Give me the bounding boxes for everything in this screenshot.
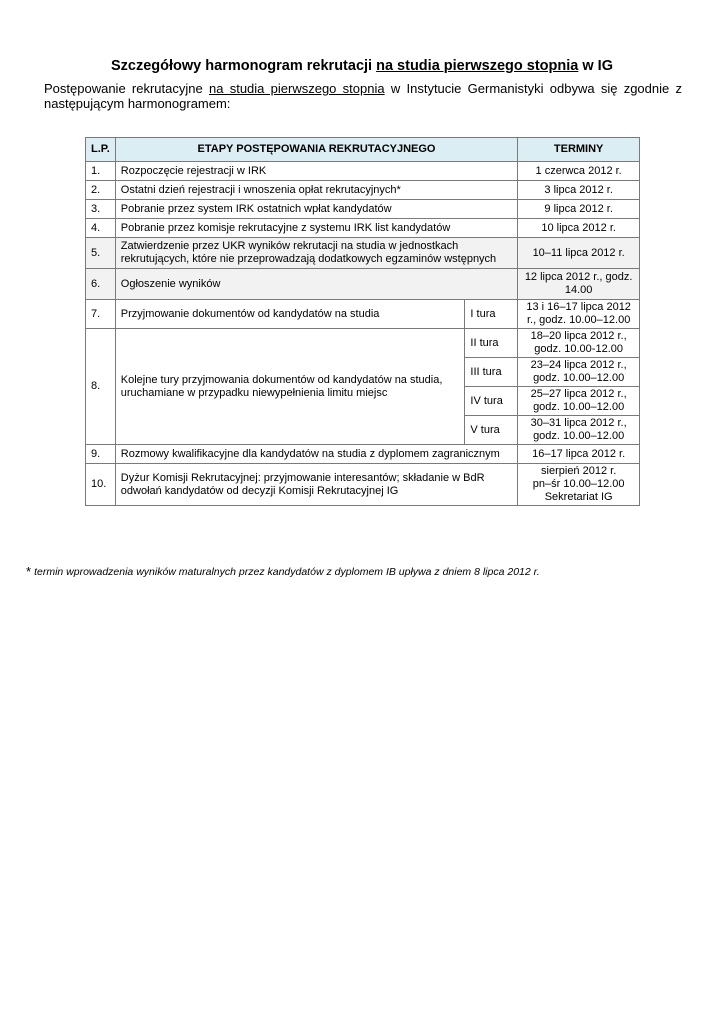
row-lp: 10.	[86, 464, 116, 506]
table-row	[86, 219, 640, 238]
row-stage: Rozmowy kwalifikacyjne dla kandydatów na studia z dyplomem zagranicznym	[115, 445, 518, 464]
row-stage: Rozpoczęcie rejestracji w IRK	[115, 162, 518, 181]
term-line: Sekretariat IG	[544, 491, 613, 503]
row-stage: Ogłoszenie wyników	[115, 269, 518, 300]
row-round: V tura	[465, 416, 518, 445]
footnote	[26, 564, 716, 579]
row-lp: 2.	[86, 181, 116, 200]
row-stage: Pobranie przez komisje rekrutacyjne z systemu IRK list kandydatów	[115, 219, 518, 238]
row-stage: Pobranie przez system IRK ostatnich wpłat kandydatów	[115, 200, 518, 219]
table-row	[86, 181, 640, 200]
row-term: 9 lipca 2012 r.	[518, 200, 640, 219]
row-lp: 9.	[86, 445, 116, 464]
table-row	[86, 269, 640, 300]
table-row	[86, 238, 640, 269]
header-stage: ETAPY POSTĘPOWANIA REKRUTACYJNEGO	[115, 138, 518, 162]
row-term: 30–31 lipca 2012 r., godz. 10.00–12.00	[518, 416, 640, 445]
row-stage: Zatwierdzenie przez UKR wyników rekrutacji na studia w jednostkach rekrutujących, które nie przeprowadzają dodatkowych egzaminów wstępnych	[115, 238, 518, 269]
row-round: II tura	[465, 329, 518, 358]
table-row	[86, 329, 640, 358]
row-stage: Dyżur Komisji Rekrutacyjnej: przyjmowanie interesantów; składanie w BdR odwołań kandydatów od decyzji Komisji Rekrutacyjnej IG	[115, 464, 518, 506]
header-terms: TERMINY	[518, 138, 640, 162]
table-row	[86, 300, 640, 329]
row-round: I tura	[465, 300, 518, 329]
row-term: 13 i 16–17 lipca 2012 r., godz. 10.00–12.00	[518, 300, 640, 329]
intro-underlined: na studia pierwszego stopnia	[209, 81, 385, 96]
row-term: 10 lipca 2012 r.	[518, 219, 640, 238]
term-line: sierpień 2012 r.	[541, 465, 617, 477]
table-row	[86, 464, 640, 506]
row-lp: 4.	[86, 219, 116, 238]
row-term: 18–20 lipca 2012 r., godz. 10.00-12.00	[518, 329, 640, 358]
row-stage: Kolejne tury przyjmowania dokumentów od kandydatów na studia, uruchamiane w przypadku niewypełnienia limitu miejsc	[115, 329, 465, 445]
page-title	[0, 58, 724, 74]
title-prefix: Szczegółowy harmonogram rekrutacji	[111, 58, 377, 74]
row-term: 3 lipca 2012 r.	[518, 181, 640, 200]
intro-paragraph	[44, 81, 682, 111]
row-lp: 1.	[86, 162, 116, 181]
term-line: pn–śr 10.00–12.00	[532, 478, 625, 490]
title-underlined: na studia pierwszego stopnia	[376, 58, 579, 74]
footnote-text: termin wprowadzenia wyników maturalnych przez kandydatów z dyplomem IB upływa z dniem 8 lipca 2012 r.	[34, 566, 540, 578]
table-row	[86, 200, 640, 219]
row-term	[518, 464, 640, 506]
row-term: 23–24 lipca 2012 r., godz. 10.00–12.00	[518, 358, 640, 387]
header-lp: L.P.	[86, 138, 116, 162]
intro-suffix: w Instytucie Germanistyki odbywa się zgodnie z następującym harmonogramem:	[44, 81, 682, 111]
row-term: 10–11 lipca 2012 r.	[518, 238, 640, 269]
row-round: III tura	[465, 358, 518, 387]
table-row	[86, 162, 640, 181]
row-lp: 7.	[86, 300, 116, 329]
row-lp: 3.	[86, 200, 116, 219]
row-lp: 8.	[86, 329, 116, 445]
row-term: 16–17 lipca 2012 r.	[518, 445, 640, 464]
row-stage: Ostatni dzień rejestracji i wnoszenia opłat rekrutacyjnych*	[115, 181, 518, 200]
row-lp: 6.	[86, 269, 116, 300]
row-lp: 5.	[86, 238, 116, 269]
table-row	[86, 445, 640, 464]
row-term: 1 czerwca 2012 r.	[518, 162, 640, 181]
row-term: 25–27 lipca 2012 r., godz. 10.00–12.00	[518, 387, 640, 416]
footnote-star: *	[26, 564, 32, 579]
row-round: IV tura	[465, 387, 518, 416]
table-header-row	[86, 138, 640, 162]
row-stage: Przyjmowanie dokumentów od kandydatów na studia	[115, 300, 465, 329]
schedule-table	[85, 137, 640, 506]
title-suffix: w IG	[578, 58, 613, 74]
row-term: 12 lipca 2012 r., godz. 14.00	[518, 269, 640, 300]
intro-prefix: Postępowanie rekrutacyjne	[44, 81, 209, 96]
